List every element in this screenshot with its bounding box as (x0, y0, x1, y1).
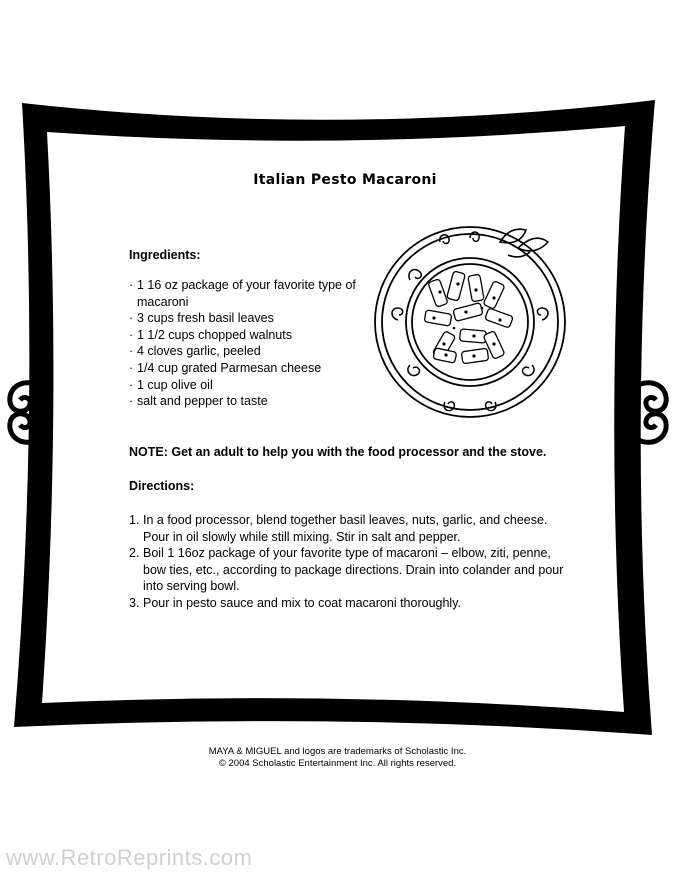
copyright-line: © 2004 Scholastic Entertainment Inc. All rights reserved. (218, 758, 457, 769)
step-number: 2. (129, 546, 140, 561)
step-number: 3. (129, 595, 140, 610)
directions-heading: Directions: (129, 479, 195, 493)
step-number: 1. (129, 513, 140, 527)
ingredients-heading: Ingredients: (129, 248, 201, 262)
direction-step (129, 595, 569, 612)
direction-step (129, 512, 569, 545)
ingredient-item: · 1 16 oz package of your favorite type of macaroni (129, 277, 369, 310)
ingredient-item: · 1 cup olive oil (129, 377, 369, 394)
direction-step (129, 545, 569, 595)
directions-list (129, 512, 569, 612)
macaroni-pieces (424, 271, 513, 364)
copyright-footer (0, 746, 675, 770)
ingredient-item: · 4 cloves garlic, peeled (129, 343, 369, 360)
watermark: www.RetroReprints.com (6, 845, 253, 870)
step-text: In a food processor, blend together basil leaves, nuts, garlic, and cheese. Pour in oil slowly while still mixing. Stir in salt and pepper. (143, 513, 548, 544)
safety-note: NOTE: Get an adult to help you with the food processor and the stove. (129, 445, 547, 459)
pasta-plate-illustration (370, 220, 570, 420)
ingredient-item: · salt and pepper to taste (129, 393, 369, 410)
ingredients-list (129, 277, 369, 410)
recipe-title: Italian Pesto Macaroni (253, 172, 437, 188)
ingredient-item: · 3 cups fresh basil leaves (129, 310, 369, 327)
right-scroll-ornament (638, 383, 666, 443)
step-text: Pour in pesto sauce and mix to coat macaroni thoroughly. (143, 595, 461, 610)
step-text: Boil 1 16oz package of your favorite type of macaroni – elbow, ziti, penne, bow ties, etc., according to package directions. Drain into colander and pour into serving bowl. (143, 546, 564, 594)
ingredient-item: · 1/4 cup grated Parmesan cheese (129, 360, 369, 377)
trademark-line: MAYA & MIGUEL and logos are trademarks of Scholastic Inc. (208, 746, 467, 757)
ingredient-item: · 1 1/2 cups chopped walnuts (129, 327, 369, 344)
